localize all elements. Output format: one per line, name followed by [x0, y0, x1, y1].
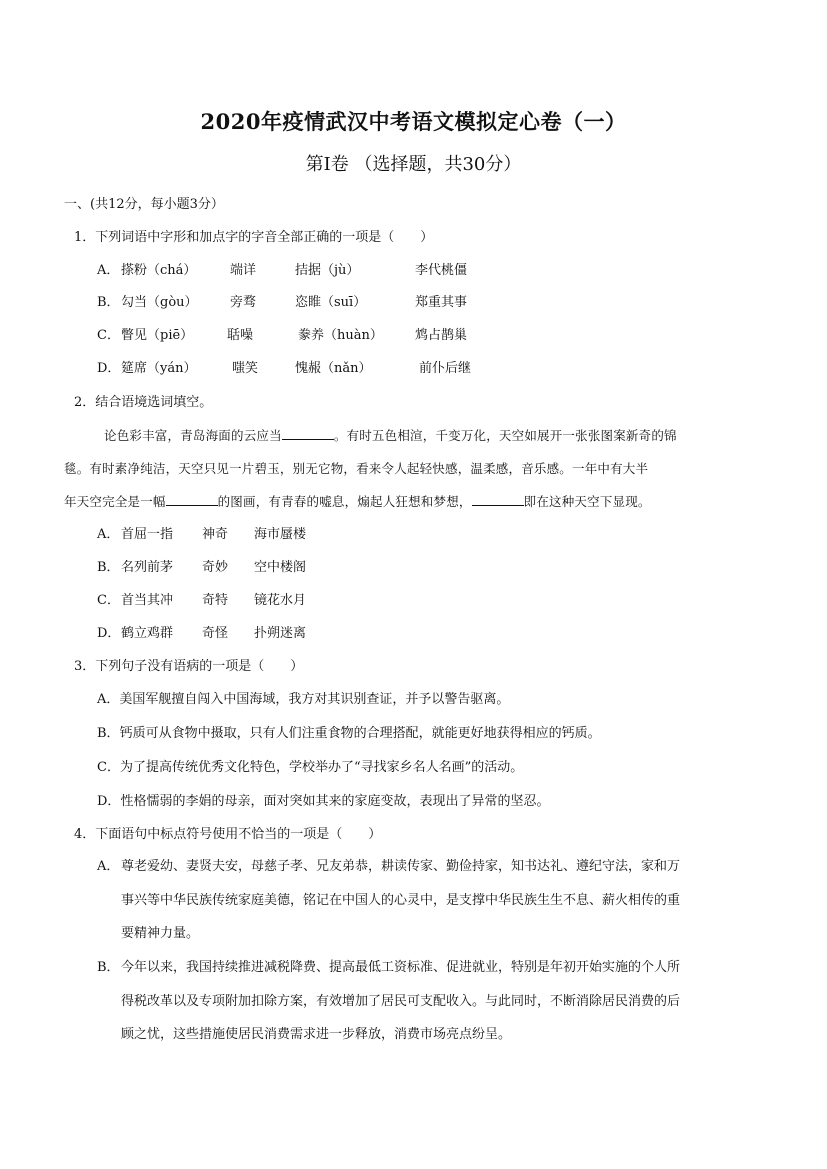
q4-option-a-line-1: 尊老爱幼、妻贤夫安，母慈子孝、兄友弟恭，耕读传家、勤俭持家，知书达礼、遵纪守法，家和万 — [121, 859, 681, 874]
question-4-stem: 4．下面语句中标点符号使用不恰当的一项是（ ） — [74, 827, 382, 842]
option-label: B． — [97, 560, 120, 575]
option-word: 神奇 — [202, 527, 229, 542]
option-word: 扑朔迷离 — [254, 626, 307, 641]
passage-text: 年天空完全是一幅 — [64, 494, 166, 509]
option-word: 勾当（gòu） — [121, 295, 198, 310]
option-word: 海市蜃楼 — [254, 527, 307, 542]
option-word: 豢养（huàn） — [298, 328, 383, 343]
option-word: 空中楼阁 — [254, 560, 307, 575]
option-word: 奇怪 — [202, 626, 229, 641]
passage-line-1 — [104, 428, 677, 444]
q4-option-a-line-3: 要精神力量。 — [121, 926, 200, 941]
question-2-stem: 2．结合语境选词填空。 — [74, 395, 213, 410]
option-word: 聒噪 — [227, 328, 254, 343]
q4-option-b-line-3: 顾之忧，这些措施使居民消费需求进一步释放，消费市场亮点纷呈。 — [121, 1027, 512, 1042]
fill-blank-3 — [472, 494, 524, 506]
option-label: D． — [97, 626, 121, 641]
passage-line-2: 毯。有时素净纯洁，天空只见一片碧玉，别无它物，看来令人起轻快感，温柔感，音乐感。一年中有大半 — [64, 461, 649, 476]
q4-option-a-line-2: 事兴等中华民族传统家庭美德，铭记在中国人的心灵中，是支撑中华民族生生不息、薪火相传的重 — [121, 893, 681, 908]
question-1-stem: 1．下列词语中字形和加点字的字音全部正确的一项是（ ） — [74, 230, 434, 245]
fill-blank-1 — [282, 428, 334, 440]
passage-text: 即在这种天空下显现。 — [523, 494, 651, 509]
option-word: 奇特 — [202, 593, 229, 608]
q4-option-b-label: B． — [97, 960, 120, 975]
q4-option-b-line-1: 今年以来，我国持续推进减税降费、提高最低工资标准、促进就业，特别是年初开始实施的个人所 — [121, 960, 681, 975]
option-word: 愧赧（nǎn） — [295, 361, 372, 376]
option-word: 奇妙 — [202, 560, 229, 575]
option-text: 钙质可从食物中摄取，只有人们注重食物的合理搭配，就能更好地获得相应的钙质。 — [119, 726, 601, 741]
option-word: 鹤立鸡群 — [121, 626, 174, 641]
option-word: 镜花水月 — [254, 593, 307, 608]
option-word: 端详 — [230, 263, 257, 278]
option-word: 筵席（yán） — [121, 361, 197, 376]
q3-option-b — [97, 726, 601, 742]
option-label: C． — [97, 760, 120, 775]
option-word: 前仆后继 — [419, 361, 472, 376]
q4-option-a-label: A． — [97, 859, 120, 874]
fill-blank-2 — [166, 494, 218, 506]
question-3-stem: 3．下列句子没有语病的一项是（ ） — [74, 659, 304, 674]
option-word: 首屈一指 — [121, 527, 174, 542]
option-text: 性格懦弱的李娟的母亲，面对突如其来的家庭变故，表现出了异常的坚忍。 — [120, 794, 550, 809]
passage-text: 的图画，有青春的嘘息，煽起人狂想和梦想， — [217, 494, 472, 509]
option-label: A． — [97, 527, 120, 542]
option-label: D． — [97, 794, 121, 809]
option-word: 郑重其事 — [415, 295, 468, 310]
q3-option-a — [97, 692, 509, 708]
option-label: B． — [97, 295, 120, 310]
option-label: A． — [97, 263, 120, 278]
option-word: 旁骛 — [230, 295, 257, 310]
passage-text: 论色彩丰富，青岛海面的云应当 — [104, 428, 282, 443]
option-word: 鸩占鹊巢 — [415, 328, 468, 343]
option-label: D． — [97, 361, 121, 376]
option-word: 恣睢（suī） — [295, 295, 367, 310]
section-subtitle: 第Ⅰ卷 （选择题，共30分） — [305, 154, 522, 175]
q3-option-c — [97, 760, 523, 776]
q3-option-d — [97, 794, 549, 810]
option-word: 嗤笑 — [232, 361, 259, 376]
option-word: 首当其冲 — [121, 593, 174, 608]
option-text: 美国军舰擅自闯入中国海域，我方对其识别查证，并予以警告驱离。 — [119, 692, 510, 707]
option-label: B． — [97, 726, 120, 741]
option-label: A． — [97, 692, 120, 707]
option-text: 为了提高传统优秀文化特色，学校举办了“寻找家乡名人名画”的活动。 — [119, 760, 524, 775]
page-title: 2020年疫情武汉中考语文模拟定心卷（一） — [200, 109, 627, 134]
q4-option-b-line-2: 得税改革以及专项附加扣除方案，有效增加了居民可支配收入。与此同时，不断消除居民消费的后 — [121, 994, 681, 1009]
option-word: 名列前茅 — [121, 560, 174, 575]
option-word: 拮据（jù） — [295, 263, 360, 278]
option-word: 瞥见（piē） — [121, 328, 194, 343]
option-label: C． — [97, 593, 120, 608]
option-word: 搽粉（chá） — [121, 263, 197, 278]
passage-text: 。有时五色相渲，千变万化，天空如展开一张张图案新奇的锦 — [333, 428, 677, 443]
option-word: 李代桃僵 — [415, 263, 468, 278]
option-label: C． — [97, 328, 120, 343]
passage-line-3 — [64, 494, 651, 510]
section-heading: 一、(共12分，每小题3分） — [64, 197, 224, 212]
